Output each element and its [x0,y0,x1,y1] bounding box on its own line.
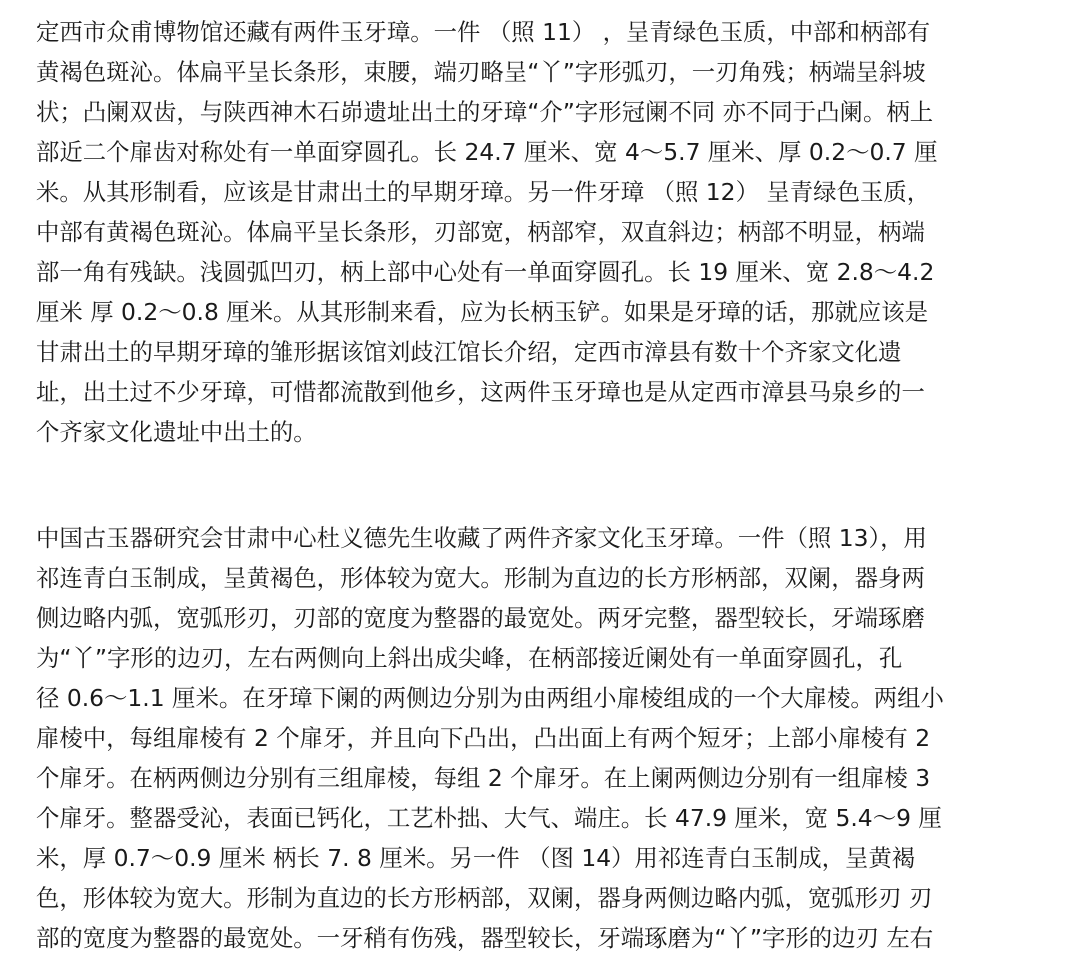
text-line: 为“丫”字形的边刃，左右两侧向上斜出成尖峰，在柄部接近阑处有一单面穿圆孔，孔 [36,644,903,672]
paragraph-1 [36,12,1052,452]
text-line: 米，厚 0.7～0.9 厘米 柄长 7. 8 厘米。另一件 （图 14）用祁连青白玉制成，呈黄褐 [36,844,916,872]
text-line: 个齐家文化遗址中出土的。 [36,418,317,446]
text-line: 米。从其形制看，应该是甘肃出土的早期牙璋。另一件牙璋 （照 12） 呈青绿色玉质， [36,178,931,206]
text-line: 扉棱中，每组扉棱有 2 个扉牙，并且向下凸出，凸出面上有两个短牙；上部小扉棱有 2 [36,724,931,752]
text-line: 部近二个扉齿对称处有一单面穿圆孔。长 24.7 厘米、宽 4～5.7 厘米、厚 0.2～0.7 厘 [36,138,938,166]
text-line: 色，形体较为宽大。形制为直边的长方形柄部，双阑，器身两侧边略内弧，宽弧形刃 刃 [36,884,933,912]
text-line: 部一角有残缺。浅圆弧凹刃，柄上部中心处有一单面穿圆孔。长 19 厘米、宽 2.8～4.2 [36,258,935,286]
paragraph-2 [36,518,1052,958]
text-line: 部的宽度为整器的最宽处。一牙稍有伤残，器型较长，牙端琢磨为“丫”字形的边刃 左右 [36,924,934,952]
text-line: 个扉牙。在柄两侧边分别有三组扉棱，每组 2 个扉牙。在上阑两侧边分别有一组扉棱 3 [36,764,931,792]
text-line: 中部有黄褐色斑沁。体扁平呈长条形，刃部宽，柄部窄，双直斜边；柄部不明显，柄端 [36,218,925,246]
text-line: 侧边略内弧，宽弧形刃，刃部的宽度为整器的最宽处。两牙完整，器型较长，牙端琢磨 [36,604,925,632]
text-line: 中国古玉器研究会甘肃中心杜义德先生收藏了两件齐家文化玉牙璋。一件（照 13），用 [36,524,927,552]
text-line: 个扉牙。整器受沁，表面已钙化，工艺朴拙、大气、端庄。长 47.9 厘米，宽 5.4～9 厘 [36,804,942,832]
text-line: 祁连青白玉制成，呈黄褐色，形体较为宽大。形制为直边的长方形柄部，双阑，器身两 [36,564,925,592]
text-line: 甘肃出土的早期牙璋的雏形据该馆刘歧江馆长介绍，定西市漳县有数十个齐家文化遗 [36,338,902,366]
article-body [36,12,1052,958]
text-line: 址，出土过不少牙璋，可惜都流散到他乡，这两件玉牙璋也是从定西市漳县马泉乡的一 [36,378,925,406]
text-line: 厘米 厚 0.2～0.8 厘米。从其形制来看，应为长柄玉铲。如果是牙璋的话，那就应该是 [36,298,928,326]
text-line: 定西市众甫博物馆还藏有两件玉牙璋。一件 （照 11） ，呈青绿色玉质，中部和柄部有 [36,18,931,46]
paragraph-spacer [36,452,1052,518]
text-line: 黄褐色斑沁。体扁平呈长条形，束腰，端刃略呈“丫”字形弧刃，一刃角残；柄端呈斜坡 [36,58,926,86]
text-line: 径 0.6～1.1 厘米。在牙璋下阑的两侧边分别为由两组小扉棱组成的一个大扉棱。两组小 [36,684,944,712]
text-line: 状；凸阑双齿，与陕西神木石峁遗址出土的牙璋“介”字形冠阑不同 亦不同于凸阑。柄上 [36,98,934,126]
